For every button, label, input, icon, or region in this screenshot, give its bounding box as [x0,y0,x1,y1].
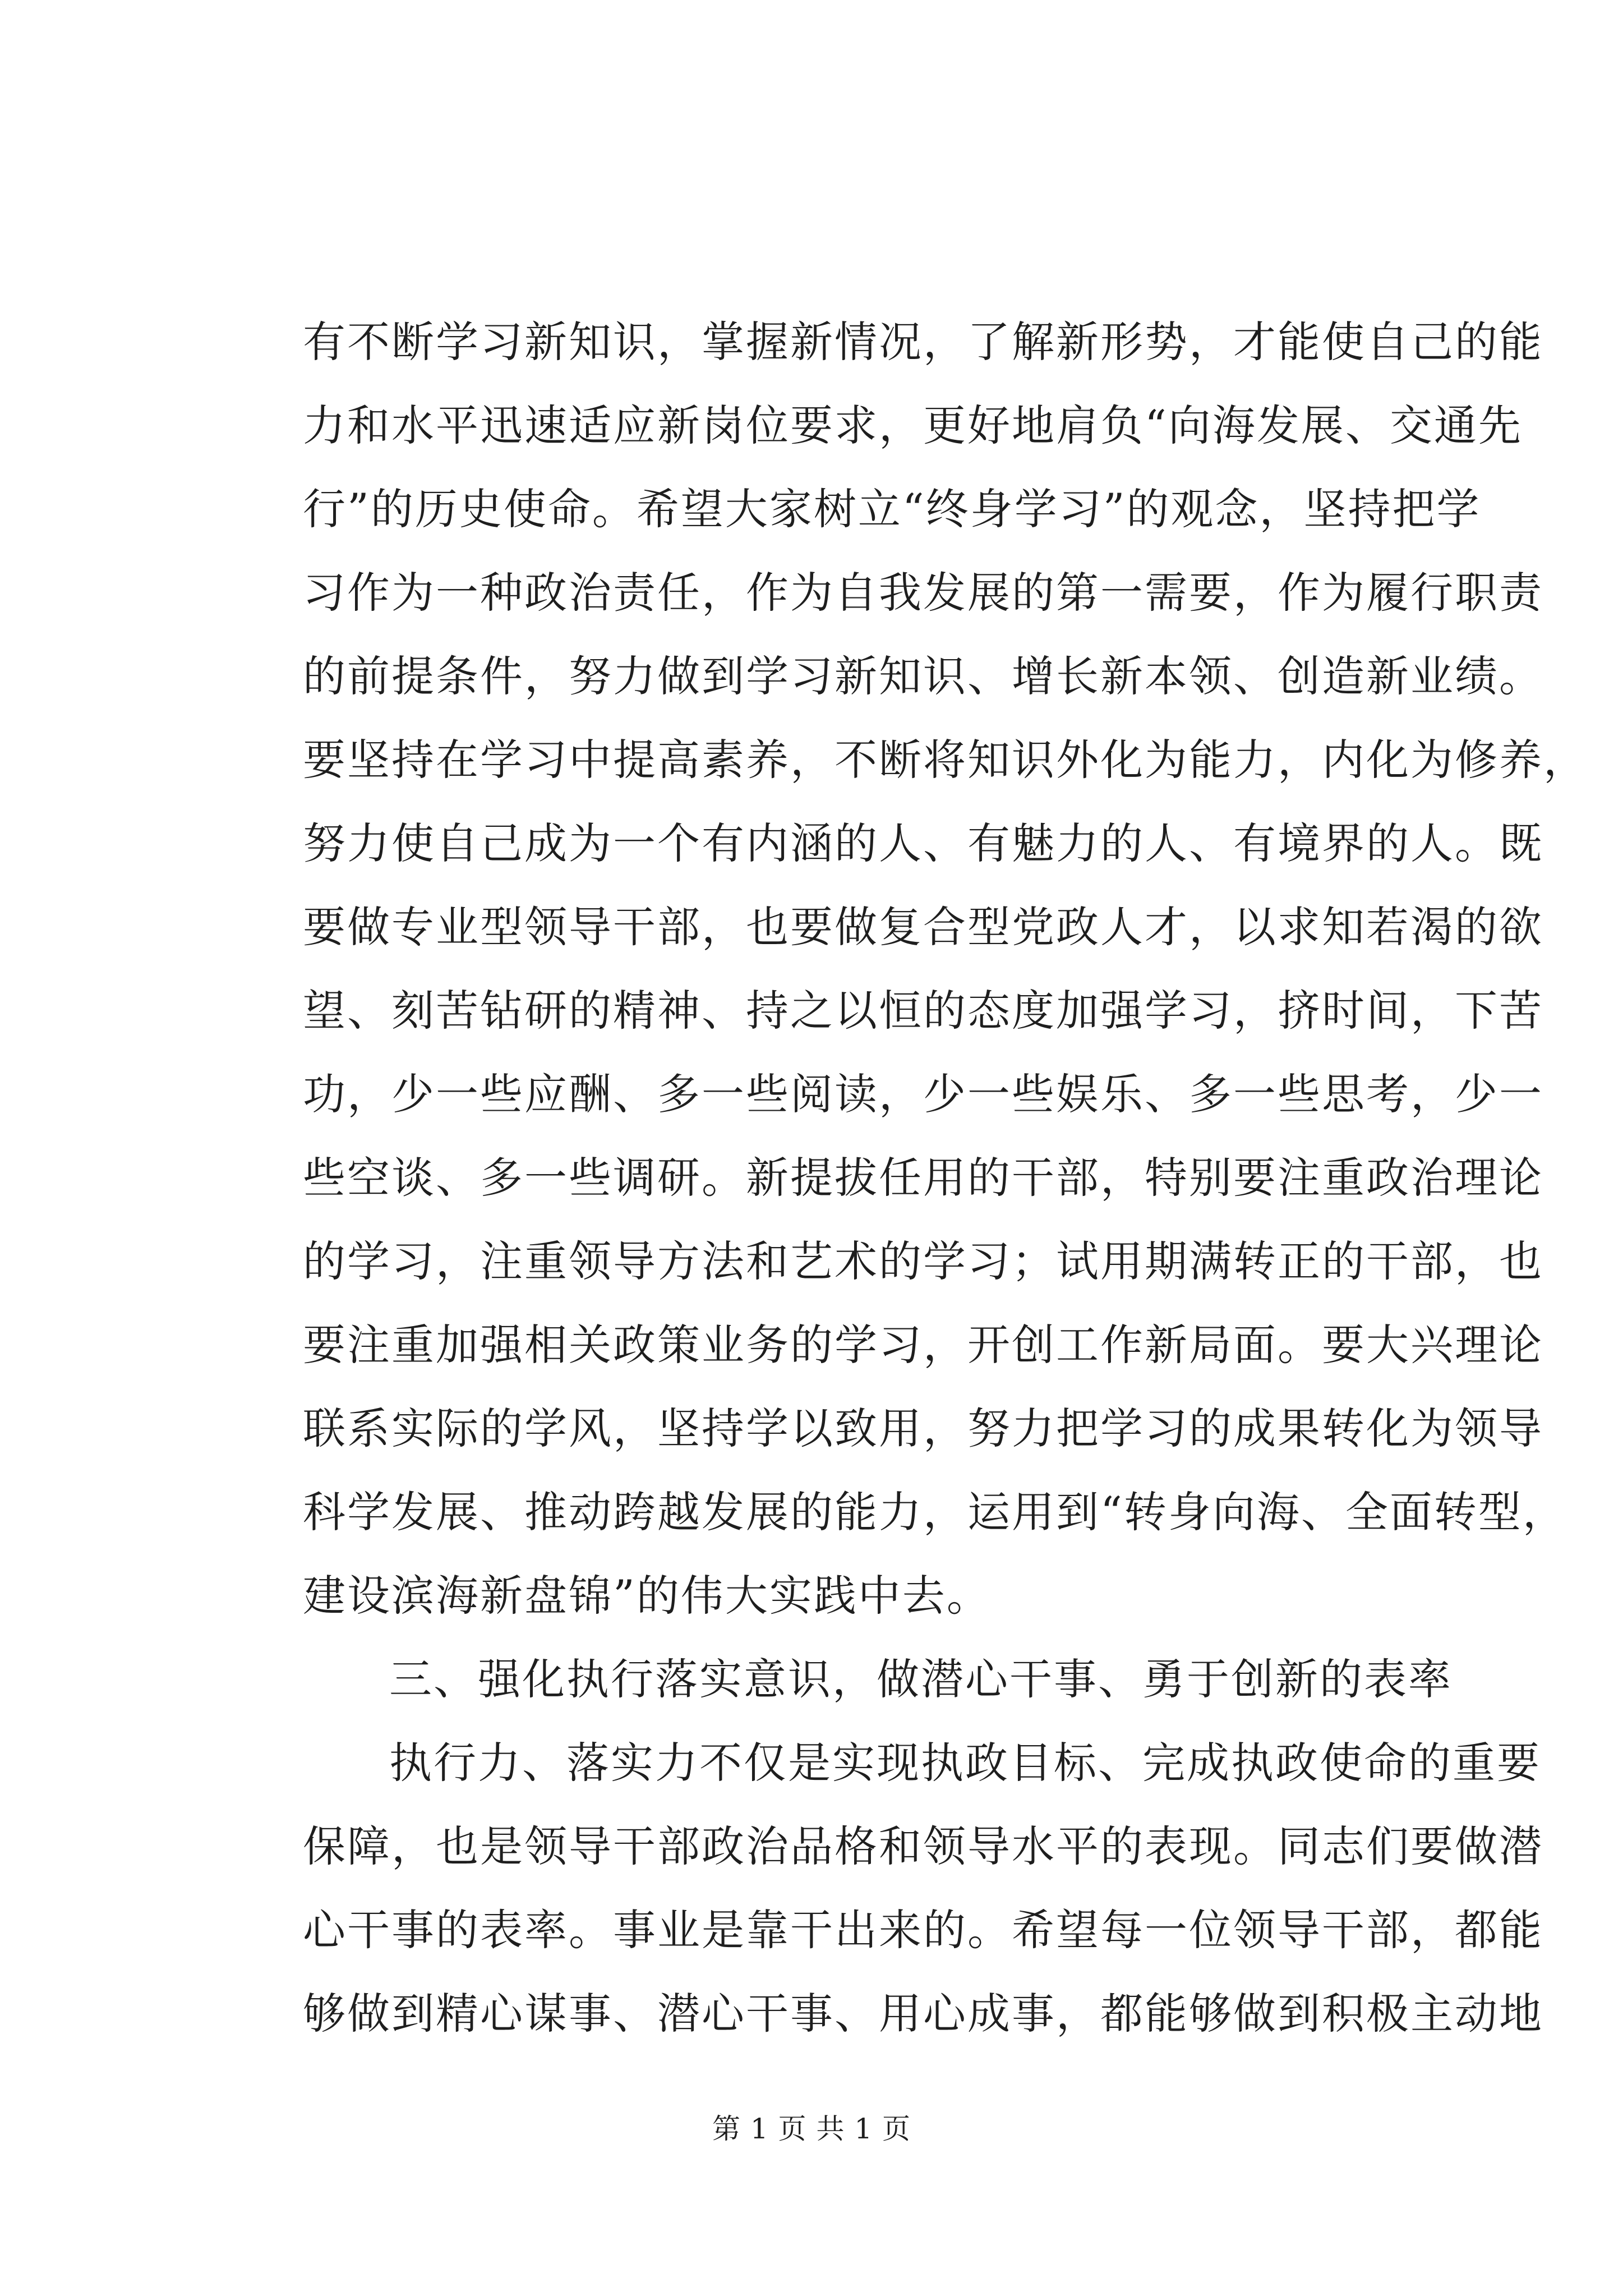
text-line: 的学习，注重领导方法和艺术的学习；试用期满转正的干部，也 [303,1236,1543,1286]
text-line: 科学发展、推动跨越发展的能力，运用到“转身向海、全面转型， [303,1487,1567,1537]
text-line: 功，少一些应酬、多一些阅读，少一些娱乐、多一些思考，少一 [303,1069,1543,1119]
text-line: 要注重加强相关政策业务的学习，开创工作新局面。要大兴理论 [303,1320,1543,1370]
text-line: 望、刻苦钻研的精神、持之以恒的态度加强学习，挤时间，下苦 [303,986,1543,1036]
text-line: 习作为一种政治责任，作为自我发展的第一需要，作为履行职责 [303,568,1543,618]
text-line: 努力使自己成为一个有内涵的人、有魅力的人、有境界的人。既 [303,818,1543,868]
text-line: 联系实际的学风，坚持学以致用，努力把学习的成果转化为领导 [303,1404,1543,1453]
page-number-footer: 第 1 页 共 1 页 [712,2113,911,2145]
body-text [303,300,1588,2055]
text-line: 保障，也是领导干部政治品格和领导水平的表现。同志们要做潜 [303,1821,1543,1871]
text-line: 心干事的表率。事业是靠干出来的。希望每一位领导干部，都能 [303,1905,1543,1955]
text-line: 的前提条件，努力做到学习新知识、增长新本领、创造新业绩。 [303,651,1543,701]
text-line: 行”的历史使命。希望大家树立“终身学习”的观念，坚持把学 [303,484,1481,534]
paragraph-first-line: 执行力、落实力不仅是实现执政目标、完成执政使命的重要 [389,1738,1541,1788]
text-line: 力和水平迅速适应新岗位要求，更好地肩负“向海发展、交通先 [303,401,1523,450]
text-line: 些空谈、多一些调研。新提拔任用的干部，特别要注重政治理论 [303,1153,1543,1203]
text-line: 要坚持在学习中提高素养，不断将知识外化为能力，内化为修养， [303,735,1588,785]
section-heading: 三、强化执行落实意识，做潜心干事、勇于创新的表率 [389,1654,1453,1704]
paragraph-last-line: 建设滨海新盘锦”的伟大实践中去。 [303,1571,991,1621]
text-line: 够做到精心谋事、潜心干事、用心成事，都能够做到积极主动地 [303,1989,1543,2039]
text-line: 有不断学习新知识，掌握新情况，了解新形势，才能使自己的能 [303,317,1543,367]
text-line: 要做专业型领导干部，也要做复合型党政人才，以求知若渴的欲 [303,902,1543,952]
